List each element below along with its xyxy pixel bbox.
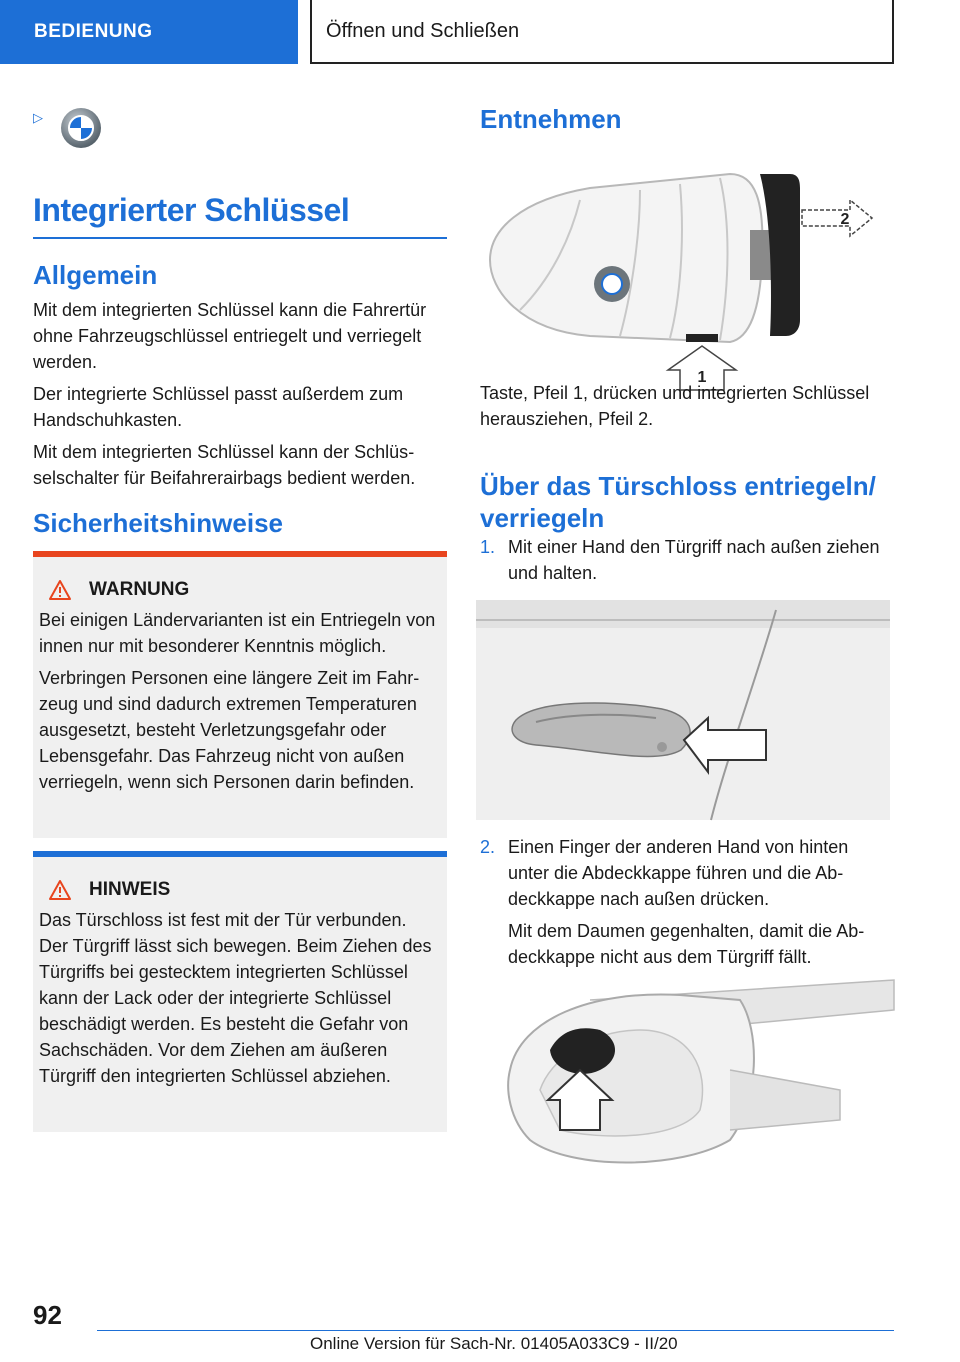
ueber-heading: Über das Türschloss entriegeln/ verriegeln	[480, 471, 876, 533]
hint-box	[33, 851, 447, 1132]
section-title: BEDIENUNG	[34, 21, 153, 42]
warning-title	[39, 579, 437, 601]
warning-text: Bei einigen Ländervarianten ist ein Entriegeln von innen nur mit besonderer Kenntnis möglich.	[39, 610, 436, 656]
warning-triangle-icon	[49, 580, 71, 600]
section-allgemein	[33, 260, 447, 491]
model-marker-icon: ▷	[33, 110, 43, 125]
entnehmen-text: Taste, Pfeil 1, drücken und integrierten Schlüssel herausziehen, Pfeil 2.	[480, 383, 870, 429]
paragraph: Der integrierte Schlüssel passt außerdem zum Handschuhkasten.	[33, 384, 404, 430]
allgemein-heading: Allgemein	[33, 260, 158, 290]
paragraph: Mit dem integrierten Schlüssel kann der Schlüsselschalter für Beifahrerairbags bedient werden.	[33, 442, 416, 488]
arrow-1-label: 1	[697, 369, 707, 386]
step-1	[480, 534, 894, 592]
step-text: Einen Finger der anderen Hand von hinten unter die Abdeckkappe führen und die Abdeckkappe nach außen drücken.	[508, 837, 849, 909]
chapter-title: Öffnen und Schließen	[326, 19, 520, 42]
section-tab	[0, 0, 298, 64]
step-text: Mit einer Hand den Türgriff nach außen ziehen und halten.	[508, 537, 880, 583]
arrow-2-label: 2	[840, 211, 850, 228]
key-removal-illustration	[480, 160, 894, 386]
warning-text: Verbringen Personen eine längere Zeit im Fahrzeug und sind dadurch extremen Temperaturen ausgesetzt, besteht Verletzungsgefahr oder Lebensgefahr. Das Fahrzeug nicht von außen verriegeln, wenn sich Personen darin befinden.	[39, 668, 420, 792]
caution-triangle-icon	[49, 880, 71, 900]
hint-text: Das Türschloss ist fest mit der Tür verbunden. Der Türgriff lässt sich bewegen. Beim Ziehen des Türgriffs bei gestecktem integrierten Schlüssel kann der Lack oder der integrierte Schlüssel beschädigt werden. Es besteht die Gefahr von Sachschäden. Vor dem Ziehen am äußeren Türgriff den integrierten Schlüssel abziehen.	[39, 910, 432, 1086]
step-2	[480, 834, 894, 976]
safety-heading: Sicherheitshinweise	[33, 508, 283, 538]
brand-logo-icon	[61, 108, 101, 148]
cover-cap-illustration	[480, 970, 894, 1180]
page-number: 92	[33, 1300, 62, 1330]
paragraph: Mit dem integrierten Schlüssel kann die Fahrertür ohne Fahrzeugschlüssel entriegelt und verriegelt werden.	[33, 300, 427, 372]
chapter-tab	[310, 0, 894, 64]
step-number: 1.	[480, 537, 496, 557]
footer-version: Online Version für Sach-Nr. 01405A033C9 - II/20	[310, 1334, 678, 1353]
step-text: Mit dem Daumen gegenhalten, damit die Abdeckkappe nicht aus dem Türgriff fällt.	[508, 921, 865, 967]
hint-label: HINWEIS	[89, 879, 171, 900]
footer-divider	[97, 1330, 894, 1331]
door-handle-illustration	[476, 600, 890, 820]
warning-box	[33, 551, 447, 838]
hint-title	[39, 879, 437, 901]
warning-label: WARNUNG	[89, 579, 190, 600]
entnehmen-heading: Entnehmen	[480, 104, 622, 134]
page-title: Integrierter Schlüssel	[33, 192, 447, 239]
step-number: 2.	[480, 837, 496, 857]
